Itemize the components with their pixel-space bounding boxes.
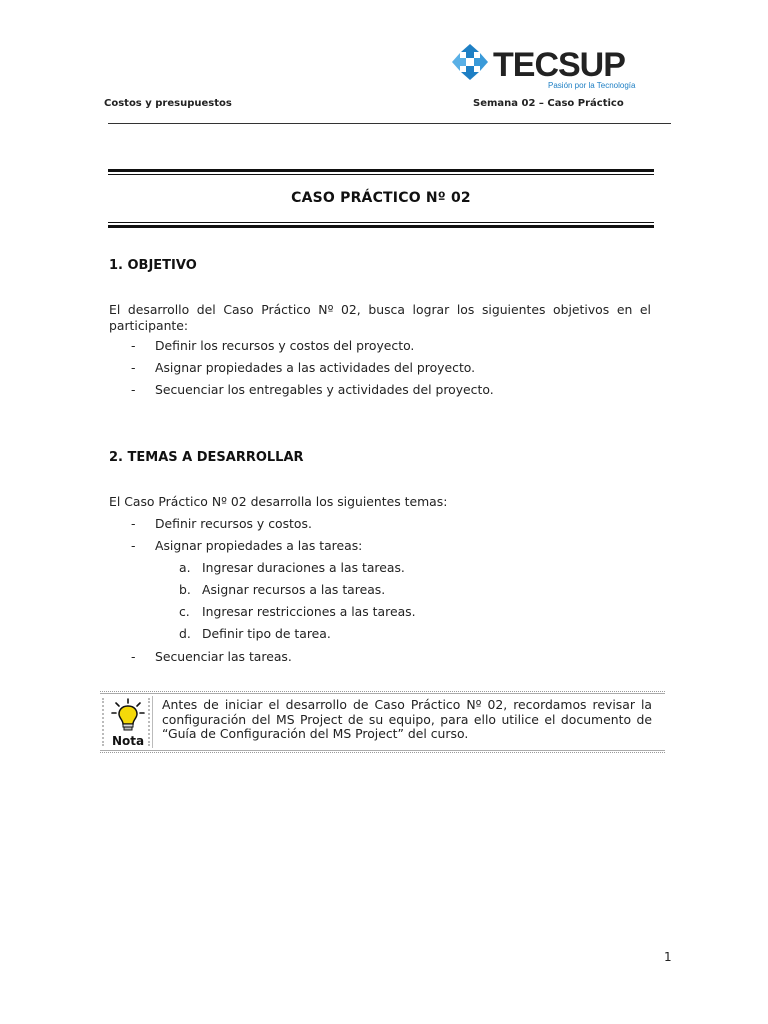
topic-item: Asignar propiedades a las tareas: bbox=[155, 538, 363, 553]
topic-item: Definir recursos y costos. bbox=[155, 516, 312, 531]
document-title: CASO PRÁCTICO Nº 02 bbox=[291, 190, 471, 206]
bullet-dash: - bbox=[131, 649, 136, 664]
subitem-letter: b. bbox=[179, 582, 191, 597]
header-course: Costos y presupuestos bbox=[104, 98, 232, 109]
header-week: Semana 02 – Caso Práctico bbox=[473, 98, 624, 109]
section-objetivo-heading: 1. OBJETIVO bbox=[109, 258, 197, 273]
tecsup-logo bbox=[448, 38, 638, 94]
logo-wordmark: TECSUP bbox=[493, 46, 625, 84]
section-temas-heading: 2. TEMAS A DESARROLLAR bbox=[109, 450, 304, 465]
subitem-letter: d. bbox=[179, 626, 191, 641]
objective-item: Definir los recursos y costos del proyecto. bbox=[155, 338, 415, 353]
bullet-dash: - bbox=[131, 360, 136, 375]
title-rule-top bbox=[108, 169, 654, 172]
bullet-dash: - bbox=[131, 516, 136, 531]
objective-item: Secuenciar los entregables y actividades del proyecto. bbox=[155, 382, 494, 397]
bullet-dash: - bbox=[131, 338, 136, 353]
lightbulb-icon bbox=[110, 698, 146, 734]
bullet-dash: - bbox=[131, 538, 136, 553]
title-rule-top-thin bbox=[108, 174, 654, 175]
subitem-text: Asignar recursos a las tareas. bbox=[202, 582, 386, 597]
subitem-letter: c. bbox=[179, 604, 190, 619]
topic-item: Secuenciar las tareas. bbox=[155, 649, 292, 664]
logo-tagline: Pasión por la Tecnología bbox=[548, 81, 636, 90]
header-rule bbox=[108, 123, 671, 124]
page-number: 1 bbox=[664, 950, 672, 964]
objective-item: Asignar propiedades a las actividades del proyecto. bbox=[155, 360, 476, 375]
note-divider bbox=[152, 696, 153, 748]
note-border-bottom-solid bbox=[100, 750, 665, 751]
note-border-top-solid bbox=[100, 693, 665, 694]
note-text: Antes de iniciar el desarrollo de Caso Práctico Nº 02, recordamos revisar la configuración del MS Project de su equipo, para ello utilice el documento de “Guía de Configuración del MS Project” del curso. bbox=[162, 697, 652, 741]
title-rule-bottom bbox=[108, 225, 654, 228]
note-border-top bbox=[100, 691, 665, 692]
logo-emblem-icon bbox=[451, 43, 489, 81]
bullet-dash: - bbox=[131, 382, 136, 397]
subitem-letter: a. bbox=[179, 560, 191, 575]
section-temas-intro: El Caso Práctico Nº 02 desarrolla los siguientes temas: bbox=[109, 494, 448, 509]
subitem-text: Ingresar duraciones a las tareas. bbox=[202, 560, 405, 575]
note-border-bottom bbox=[100, 752, 665, 753]
section-objetivo-intro: El desarrollo del Caso Práctico Nº 02, busca lograr los siguientes objetivos en el participante: bbox=[109, 302, 651, 333]
note-dotted-edge-right bbox=[148, 698, 154, 746]
note-label: Nota bbox=[112, 734, 145, 748]
note-dotted-edge-left bbox=[102, 698, 108, 746]
subitem-text: Definir tipo de tarea. bbox=[202, 626, 331, 641]
title-rule-bottom-thin bbox=[108, 222, 654, 223]
subitem-text: Ingresar restricciones a las tareas. bbox=[202, 604, 416, 619]
